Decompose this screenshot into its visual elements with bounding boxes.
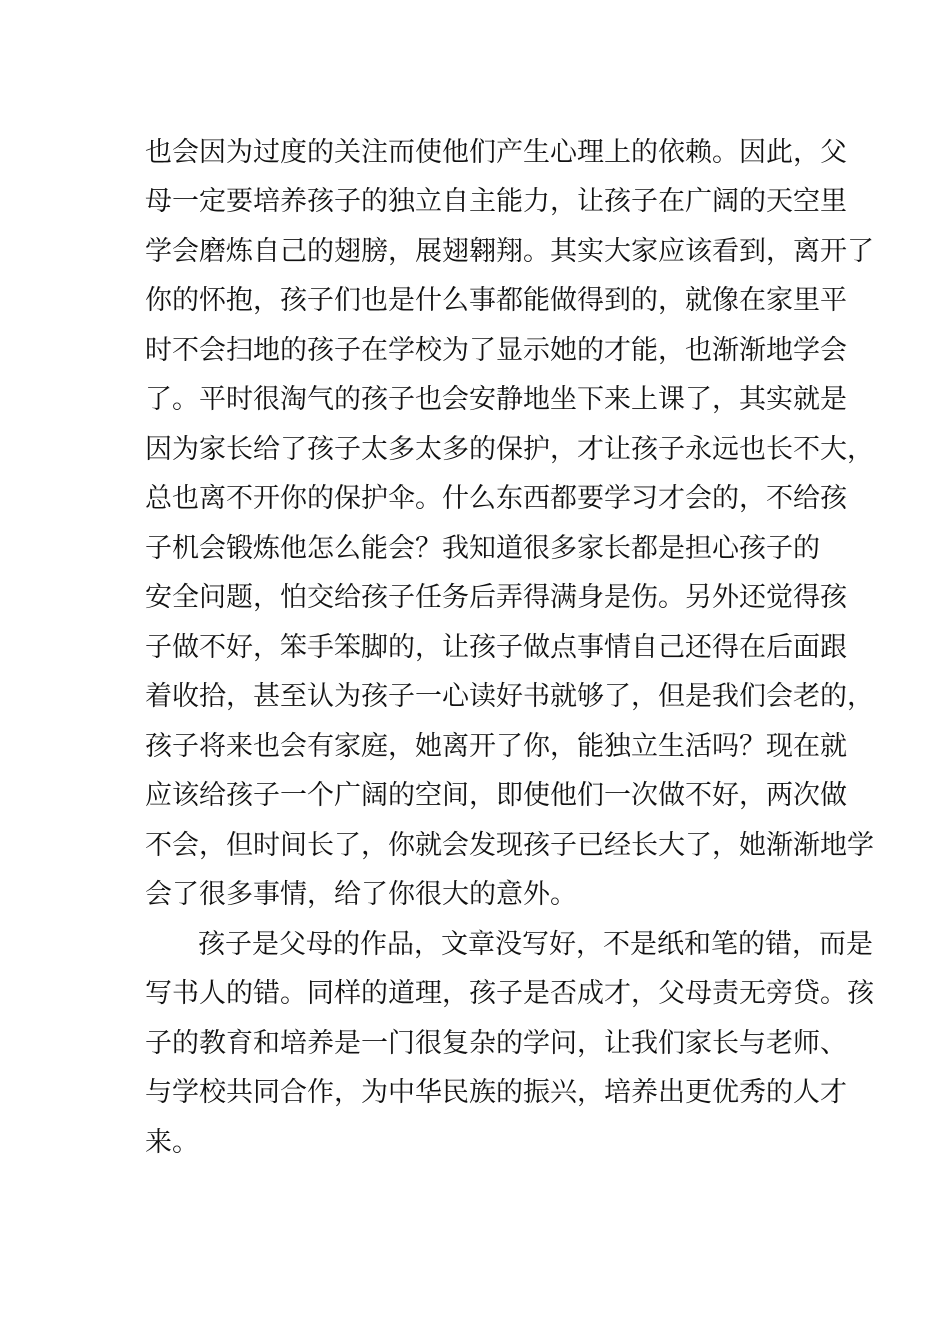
text-line: 着收拾，甚至认为孩子一心读好书就够了，但是我们会老的， bbox=[145, 681, 874, 712]
text-line: 子的教育和培养是一门很复杂的学问，让我们家长与老师、 bbox=[145, 1028, 847, 1059]
text-line: 孩子将来也会有家庭，她离开了你，能独立生活吗？现在就 bbox=[145, 731, 847, 762]
text-line: 因为家长给了孩子太多太多的保护，才让孩子永远也长不大， bbox=[145, 434, 874, 465]
text-line: 应该给孩子一个广阔的空间，即使他们一次做不好，两次做 bbox=[145, 780, 847, 811]
paragraph-start-line: 孩子是父母的作品，文章没写好，不是纸和笔的错，而是 bbox=[198, 929, 873, 960]
text-line: 总也离不开你的保护伞。什么东西都要学习才会的，不给孩 bbox=[145, 483, 847, 514]
text-line: 子机会锻炼他怎么能会？我知道很多家长都是担心孩子的 bbox=[145, 533, 820, 564]
text-line: 时不会扫地的孩子在学校为了显示她的才能，也渐渐地学会 bbox=[145, 335, 847, 366]
text-line: 母一定要培养孩子的独立自主能力，让孩子在广阔的天空里 bbox=[145, 186, 847, 217]
text-line: 学会磨炼自己的翅膀，展翅翱翔。其实大家应该看到，离开了 bbox=[145, 236, 874, 267]
text-line: 不会，但时间长了，你就会发现孩子已经长大了，她渐渐地学 bbox=[145, 830, 874, 861]
text-line: 会了很多事情，给了你很大的意外。 bbox=[145, 879, 577, 910]
text-line: 也会因为过度的关注而使他们产生心理上的依赖。因此，父 bbox=[145, 137, 847, 168]
text-line: 你的怀抱，孩子们也是什么事都能做得到的，就像在家里平 bbox=[145, 285, 847, 316]
text-line: 子做不好，笨手笨脚的，让孩子做点事情自己还得在后面跟 bbox=[145, 632, 847, 663]
text-line: 安全问题，怕交给孩子任务后弄得满身是伤。另外还觉得孩 bbox=[145, 582, 847, 613]
text-line: 与学校共同合作，为中华民族的振兴，培养出更优秀的人才 bbox=[145, 1077, 847, 1108]
text-line: 来。 bbox=[145, 1127, 199, 1158]
text-line: 了。平时很淘气的孩子也会安静地坐下来上课了，其实就是 bbox=[145, 384, 847, 415]
text-line: 写书人的错。同样的道理，孩子是否成才，父母责无旁贷。孩 bbox=[145, 978, 874, 1009]
